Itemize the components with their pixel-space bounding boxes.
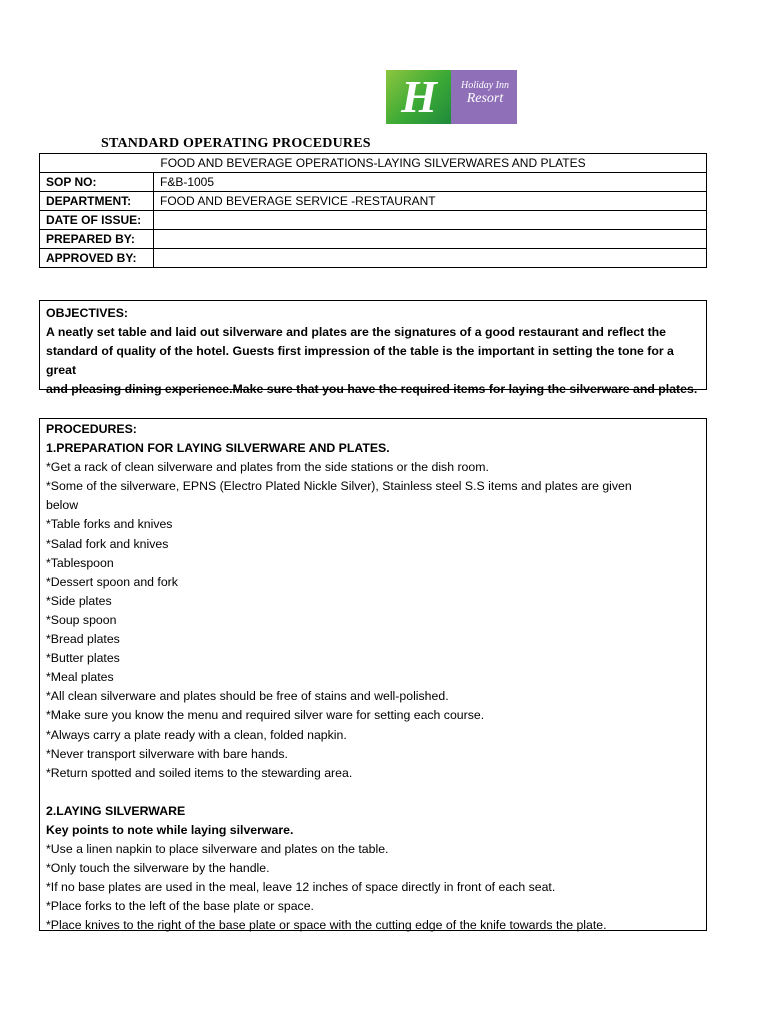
procedure-line: *Salad fork and knives	[46, 536, 169, 551]
procedure-line: *Some of the silverware, EPNS (Electro Plated Nickle Silver), Stainless steel S.S items and plates are given	[46, 479, 632, 494]
procedure-line: *Place knives to the right of the base plate or space with the cutting edge of the knife towards the plate.	[46, 918, 607, 933]
holiday-inn-resort-logo	[386, 70, 517, 124]
header-row-department	[40, 192, 707, 211]
procedures-heading: PROCEDURES:	[46, 422, 137, 436]
procedure-line: *Place forks to the left of the base plate or space.	[46, 899, 314, 914]
procedure-line: *Meal plates	[46, 670, 114, 685]
section1-title: 1.PREPARATION FOR LAYING SILVERWARE AND PLATES.	[46, 441, 390, 456]
header-label: APPROVED BY:	[40, 249, 154, 268]
procedure-line: *Tablespoon	[46, 555, 114, 570]
header-row-prepared-by	[40, 230, 707, 249]
header-value	[154, 249, 707, 268]
header-value	[154, 230, 707, 249]
procedure-line: *Side plates	[46, 593, 112, 608]
section2-subtitle: Key points to note while laying silverware.	[46, 822, 294, 837]
sop-header-table	[39, 153, 707, 268]
procedure-line: *Soup spoon	[46, 612, 117, 627]
header-label: DEPARTMENT:	[40, 192, 154, 211]
header-row-date-of-issue	[40, 211, 707, 230]
objectives-line: A neatly set table and laid out silverware and plates are the signatures of a good restaurant and reflect the	[46, 325, 667, 339]
procedure-line: *Butter plates	[46, 651, 120, 666]
header-label: PREPARED BY:	[40, 230, 154, 249]
procedure-line: *If no base plates are used in the meal, leave 12 inches of space directly in front of each seat.	[46, 880, 556, 895]
procedure-line: *Use a linen napkin to place silverware and plates on the table.	[46, 842, 389, 857]
sop-subject-title: FOOD AND BEVERAGE OPERATIONS-LAYING SILVERWARES AND PLATES	[40, 154, 707, 173]
header-row-approved-by	[40, 249, 707, 268]
header-value: FOOD AND BEVERAGE SERVICE -RESTAURANT	[154, 192, 707, 211]
document-title: STANDARD OPERATING PROCEDURES	[101, 136, 371, 151]
procedure-line: *Dessert spoon and fork	[46, 574, 178, 589]
objectives-line: standard of quality of the hotel. Guests first impression of the table is the important in setting the tone for a great	[46, 344, 674, 377]
procedure-line: *Make sure you know the menu and required silver ware for setting each course.	[46, 708, 485, 723]
objectives-heading: OBJECTIVES:	[46, 306, 128, 320]
logo-brand-line2: Resort	[466, 91, 504, 106]
header-title-row	[40, 154, 707, 173]
procedure-line: below	[46, 498, 79, 513]
procedure-line: *Never transport silverware with bare hands.	[46, 746, 288, 761]
procedure-line: *Table forks and knives	[46, 517, 173, 532]
procedure-line: *Always carry a plate ready with a clean, folded napkin.	[46, 727, 347, 742]
procedure-line: *Only touch the silverware by the handle.	[46, 861, 270, 876]
header-value: F&B-1005	[154, 173, 707, 192]
procedure-line: *Get a rack of clean silverware and plates from the side stations or the dish room.	[46, 460, 489, 475]
header-label: DATE OF ISSUE:	[40, 211, 154, 230]
objectives-line: and pleasing dining experience.Make sure that you have the required items for laying the silverware and plates.	[46, 382, 698, 396]
procedure-line: *Bread plates	[46, 632, 120, 647]
section2-list	[46, 840, 700, 935]
section2-title: 2.LAYING SILVERWARE	[46, 803, 186, 818]
header-label: SOP NO:	[40, 173, 154, 192]
logo-brand-line1: Holiday Inn	[460, 80, 510, 91]
procedure-line: *Return spotted and soiled items to the stewarding area.	[46, 765, 353, 780]
section1-list	[46, 458, 700, 783]
procedure-line: *All clean silverware and plates should be free of stains and well-polished.	[46, 689, 449, 704]
procedures-box	[39, 418, 707, 931]
logo-h-icon: H	[401, 71, 437, 122]
header-row-sop-no	[40, 173, 707, 192]
header-value	[154, 211, 707, 230]
objectives-box	[39, 300, 707, 396]
